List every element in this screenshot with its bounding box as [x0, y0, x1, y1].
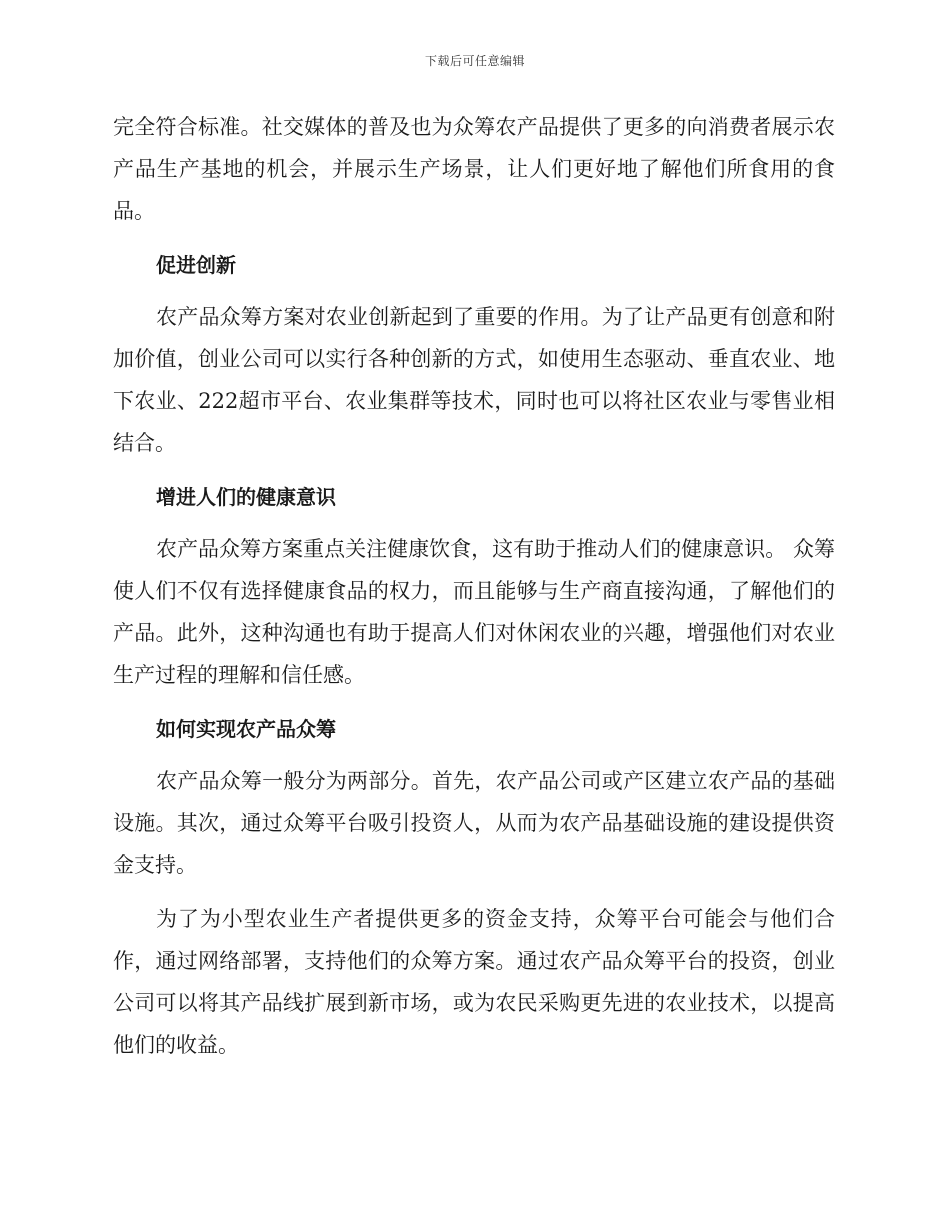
paragraph-intro: 完全符合标准。社交媒体的普及也为众筹农产品提供了更多的向消费者展示农产品生产基地的机会，并展示生产场景，让人们更好地了解他们所食用的食品。	[113, 115, 835, 223]
paragraph-howto-1: 农产品众筹一般分为两部分。首先，农产品公司或产区建立农产品的基础设施。其次，通过众筹平台吸引投资人，从而为农产品基础设施的建设提供资金支持。	[113, 769, 835, 877]
section-heading-innovation: 促进创新	[156, 253, 236, 277]
section-heading-health: 增进人们的健康意识	[156, 485, 336, 509]
paragraph-health: 农产品众筹方案重点关注健康饮食，这有助于推动人们的健康意识。 众筹使人们不仅有选择健康食品的权力，而且能够与生产商直接沟通，了解他们的产品。此外，这种沟通也有助于提高人们对休闲农业的兴趣，增强他们对农业生产过程的理解和信任感。	[113, 537, 835, 687]
paragraph-howto-2: 为了为小型农业生产者提供更多的资金支持，众筹平台可能会与他们合作，通过网络部署，支持他们的众筹方案。通过农产品众筹平台的投资，创业公司可以将其产品线扩展到新市场，或为农民采购更先进的农业技术，以提高他们的收益。	[113, 907, 835, 1057]
document-body	[113, 106, 835, 1066]
paragraph-innovation: 农产品众筹方案对农业创新起到了重要的作用。为了让产品更有创意和附加价值，创业公司可以实行各种创新的方式，如使用生态驱动、垂直农业、地下农业、222超市平台、农业集群等技术，同时也可以将社区农业与零售业相结合。	[113, 305, 835, 455]
section-heading-howto: 如何实现农产品众筹	[156, 717, 336, 741]
page-header: 下载后可任意编辑	[424, 54, 525, 68]
